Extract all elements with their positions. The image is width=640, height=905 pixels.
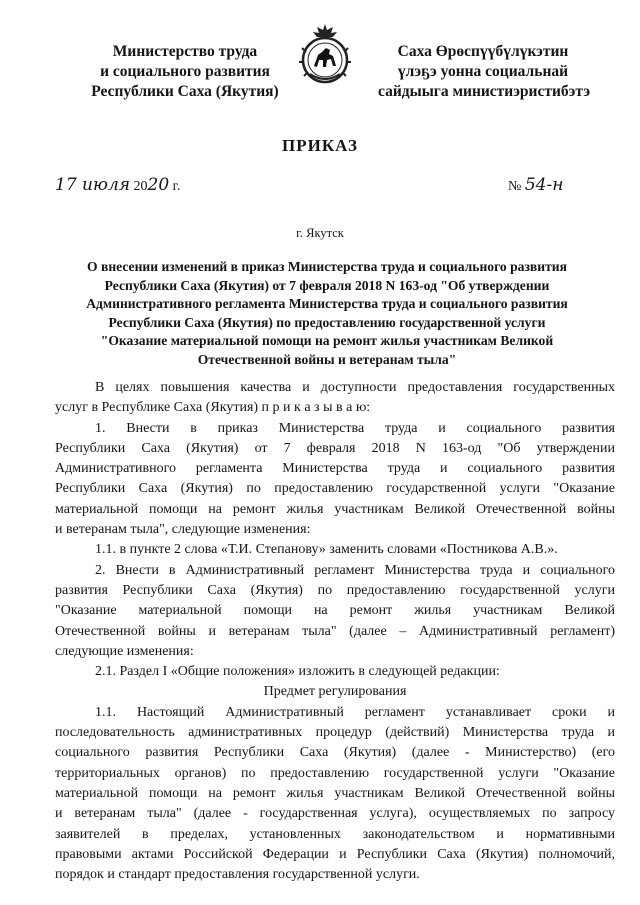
body-line: Административного регламента Министерства труда и социального развития — [55, 461, 615, 477]
body-line: и ветеранам тыла", следующие изменения: — [55, 522, 311, 538]
body-line: материальной помощи на ремонт жилья участникам Великой Отечественной войны — [55, 501, 615, 517]
title-line: Республики Саха (Якутия) по предоставлению государственной услуги — [108, 314, 546, 330]
order-number — [508, 175, 563, 195]
order-body-text — [55, 378, 615, 885]
body-line: Республики Саха (Якутия) по предоставлению государственной услуги "Оказание — [55, 481, 615, 497]
handwritten-number: 54-н — [524, 175, 564, 195]
header-left-line: и социального развития — [100, 63, 270, 80]
handwritten-year: 20 — [147, 175, 170, 195]
header-left-line: Республики Саха (Якутия) — [91, 83, 279, 100]
header-right-line: үлэҕэ уонна социальнай — [397, 63, 569, 80]
body-line: 2. Внести в Административный регламент Министерства труда и социального — [95, 562, 615, 578]
year-suffix: г. — [172, 179, 181, 194]
body-line: заявителей в пределах, установленных законодательством и нормативными — [55, 826, 615, 842]
order-title — [62, 258, 592, 369]
number-sign: № — [508, 179, 522, 194]
order-date — [55, 175, 180, 195]
body-line: 2.1. Раздел I «Общие положения» изложить в следующей редакции: — [95, 664, 500, 680]
title-line: О внесении изменений в приказ Министерства труда и социального развития — [87, 259, 567, 274]
city-line: г. Якутск — [296, 226, 344, 240]
body-line: и ветеранам тыла" (далее - государственная услуга), осуществляемых по запросу — [55, 806, 615, 822]
body-line: следующие изменения: — [55, 643, 194, 659]
title-line: Республики Саха (Якутия) от 7 февраля 2018 N 163-од "Об утверждении — [104, 277, 550, 293]
body-line: В целях повышения качества и доступности предоставления государственных — [95, 380, 615, 395]
body-line: материальной помощи на ремонт жилья участникам Великой Отечественной войны — [55, 785, 615, 801]
body-line: Республики Саха (Якутия) от 7 февраля 2018 N 163-од "Об утверждении — [55, 440, 615, 456]
body-line: Предмет регулирования — [263, 684, 407, 700]
title-line: Административного регламента Министерства труда и социального развития — [86, 296, 568, 311]
title-line: Отечественной войны и ветеранам тыла" — [197, 351, 457, 367]
coat-of-arms-emblem — [296, 22, 354, 92]
body-line: Отечественной войны и ветеранам тыла" (далее – Административный регламент) — [55, 623, 615, 639]
year-prefix: 20 — [133, 179, 148, 194]
body-line: 1. Внести в приказ Министерства труда и социального развития — [95, 420, 615, 436]
body-line: развития Республики Саха (Якутия) по предоставлению государственной услуги — [55, 582, 615, 598]
document-type-heading: ПРИКАЗ — [282, 136, 358, 155]
body-line: последовательность административных процедур (действий) Министерства труда и — [55, 725, 615, 741]
body-line: услуг в Республике Саха (Якутия) п р и к а з ы в а ю: — [55, 400, 371, 416]
body-line: 1.1. Настоящий Административный регламент устанавливает сроки и — [95, 704, 615, 720]
body-line: порядок и стандарт предоставления государственной услуги. — [55, 867, 420, 883]
header-right-line: Саха Өрөспүүбүлүкэтин — [397, 43, 569, 60]
body-line: территориальных органов) по предоставлению государственной услуги "Оказание — [55, 765, 615, 781]
body-line: социального развития Республики Саха (Якутия) (далее - Министерство) (его — [55, 745, 615, 761]
ministry-name-russian — [80, 42, 290, 102]
ministry-name-yakut — [378, 42, 591, 102]
body-line: 1.1. в пункте 2 слова «Т.И. Степанову» заменить словами «Постникова А.В.». — [95, 542, 558, 558]
header-left-line: Министерство труда — [112, 43, 258, 60]
header-right-line: сайдыыга министиэристибэтэ — [378, 83, 591, 100]
title-line: "Оказание материальной помощи на ремонт жилья участникам Великой — [100, 333, 554, 348]
body-line: "Оказание материальной помощи на ремонт жилья участникам Великой — [55, 603, 615, 619]
handwritten-date: 17 июля — [55, 175, 131, 195]
body-line: правовыми актами Российской Федерации и Республики Саха (Якутия) полномочий, — [55, 846, 615, 862]
